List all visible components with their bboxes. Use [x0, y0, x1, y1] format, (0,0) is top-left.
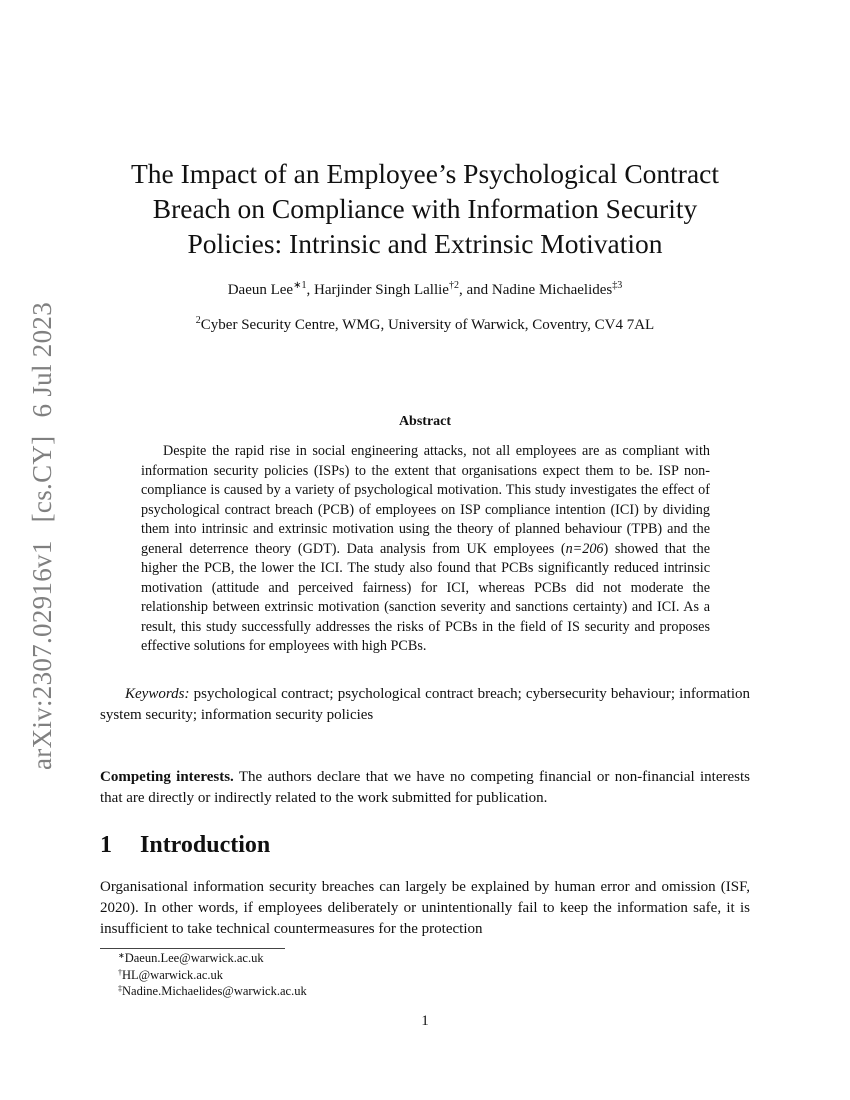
author-2-mark: †2: [448, 280, 459, 291]
abstract-body: [141, 442, 710, 657]
abstract-text-part-1: Despite the rapid rise in social engineering attacks, not all employees are as compliant with information security policies (ISPs) to the extent that organisations expect them to be. ISP non-compliance is caused by a variety of psychological motivation. This study investigates the effect of psychological contract breach (PCB) of employees on ISP compliance intention (ICI) by dividing them into intrinsic and extrinsic motivation using the theory of planned behaviour (TPB) and the general deterrence theory (GDT). Data analysis from UK employees (: [141, 443, 710, 557]
introduction-paragraph: Organisational information security breaches can largely be explained by human error and omission (ISF, 2020). In other words, if employees deliberately or unintentionally fail to keep the information safe, it is insufficient to take technical countermeasures for the protection: [100, 879, 750, 937]
title-line-3: Policies: Intrinsic and Extrinsic Motivation: [187, 228, 663, 259]
author-2-name: Harjinder Singh Lallie: [314, 282, 449, 298]
footnote-2-email: HL@warwick.ac.uk: [122, 967, 224, 982]
keywords-paragraph: [100, 684, 750, 726]
introduction-body: [100, 877, 750, 940]
footnotes: [118, 950, 307, 1000]
abstract-sample-size: n=206: [565, 540, 604, 557]
footnote-1-mark: ∗: [118, 951, 125, 960]
footnote-2-mark: †: [118, 967, 122, 977]
competing-interests-label: Competing interests.: [100, 769, 234, 785]
affiliation-mark: 2: [195, 315, 201, 326]
author-list: [100, 282, 750, 299]
author-3-mark: ‡3: [612, 280, 623, 291]
footnote-1: [118, 950, 307, 967]
footnote-3-mark: ‡: [118, 984, 122, 993]
title-line-1: The Impact of an Employee’s Psychological Contract: [130, 158, 720, 189]
abstract-heading: Abstract: [398, 414, 452, 429]
author-1-mark: ∗1: [293, 280, 307, 291]
section-number: 1: [100, 832, 112, 858]
title-line-2: Breach on Compliance with Information Security: [152, 193, 698, 224]
author-separator-2: , and: [458, 282, 492, 298]
competing-interests-block: [100, 767, 750, 809]
arxiv-category: [cs.CY]: [26, 435, 57, 523]
section-title: Introduction: [140, 832, 271, 858]
keywords-label: Keywords:: [125, 686, 190, 702]
arxiv-identifier-sidebar: [22, 302, 62, 770]
footnote-1-email: Daeun.Lee@warwick.ac.uk: [124, 951, 264, 965]
paper-title: [100, 156, 750, 261]
affiliation: [100, 317, 750, 334]
author-separator-1: ,: [306, 282, 314, 298]
abstract-paragraph: [141, 442, 710, 657]
affiliation-text: Cyber Security Centre, WMG, University of Warwick, Coventry, CV4 7AL: [200, 317, 655, 333]
page-number: 1: [421, 1013, 429, 1029]
footnote-2: [118, 967, 307, 984]
abstract-text-part-2: ) showed that the higher the PCB, the lower the ICI. The study also found that PCBs significantly reduced intrinsic motivation (attitude and perceived fairness) for ICI, whereas PCBs did not moderate the relationship between extrinsic motivation (sanction severity and sanctions certainty) and ICI. As a result, this study successfully addresses the risks of PCBs in the field of IS security and proposes effective solutions for employees with high PCBs.: [141, 540, 710, 654]
keywords-block: [100, 684, 750, 726]
author-3-name: Nadine Michaelides: [491, 282, 613, 298]
footnote-rule: [100, 948, 285, 949]
keywords-text: psychological contract; psychological contract breach; cybersecurity behaviour; information system security; information security policies: [100, 686, 750, 723]
section-heading-introduction: [100, 832, 750, 859]
arxiv-date: 6 Jul 2023: [26, 302, 57, 418]
footnote-3: [118, 983, 307, 1000]
arxiv-id: arXiv:2307.02916v1: [26, 540, 57, 770]
competing-interests-text: The authors declare that we have no competing financial or non-financial interests that are directly or indirectly related to the work submitted for publication.: [100, 769, 750, 806]
competing-interests-paragraph: [100, 767, 750, 809]
author-1-name: Daeun Lee: [227, 282, 294, 298]
footnote-3-email: Nadine.Michaelides@warwick.ac.uk: [122, 984, 307, 998]
